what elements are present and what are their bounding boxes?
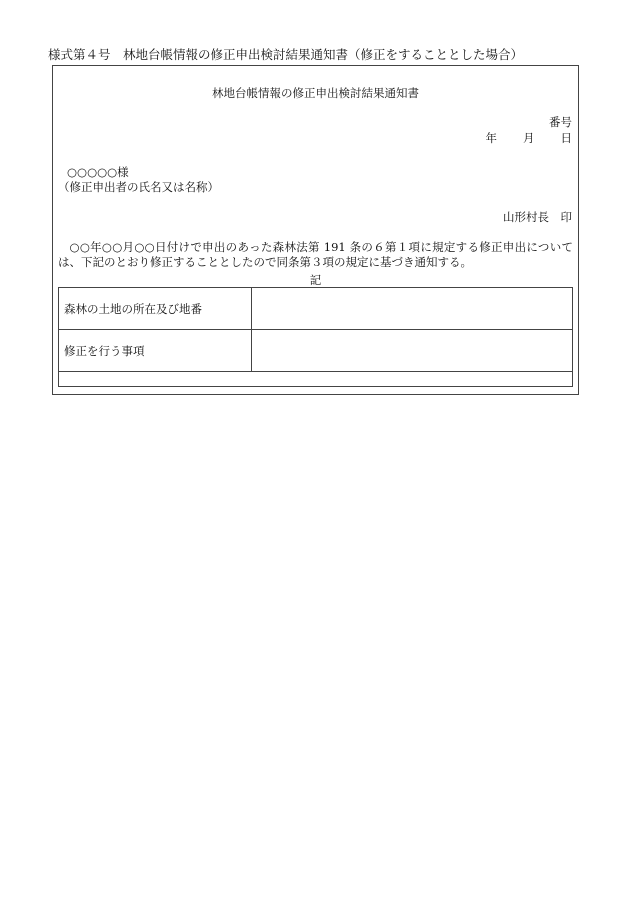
addressee-name: ○○○○○様 xyxy=(67,165,129,179)
table-cell-value xyxy=(252,288,573,330)
table-row xyxy=(59,330,573,372)
table-row xyxy=(59,372,573,387)
addressee-note: （修正申出者の氏名又は名称） xyxy=(58,180,219,194)
table-cell-label: 修正を行う事項 xyxy=(59,330,252,372)
date-year-label: 年 xyxy=(485,131,497,145)
document-title: 林地台帳情報の修正申出検討結果通知書 xyxy=(212,86,419,100)
date-month-label: 月 xyxy=(523,131,535,145)
form-number-heading: 様式第４号 林地台帳情報の修正申出検討結果通知書（修正をすることとした場合） xyxy=(48,47,524,62)
details-table xyxy=(58,287,573,387)
table-row xyxy=(59,288,573,330)
notice-frame xyxy=(52,65,579,395)
date-day-label: 日 xyxy=(560,131,572,145)
table-cell-blank xyxy=(59,372,573,387)
notice-body-text: ○○年○○月○○日付けで申出のあった森林法第 191 条の６第１項に規定する修正申出については、下記のとおり修正することとしたので同条第３項の規定に基づき通知する。 xyxy=(58,240,573,269)
date-line xyxy=(486,131,573,145)
reference-number-label: 番号 xyxy=(549,115,572,129)
table-cell-value xyxy=(252,330,573,372)
issuer-signature: 山形村長 印 xyxy=(503,210,572,224)
ki-heading: 記 xyxy=(309,273,322,287)
table-cell-label: 森林の土地の所在及び地番 xyxy=(59,288,252,330)
